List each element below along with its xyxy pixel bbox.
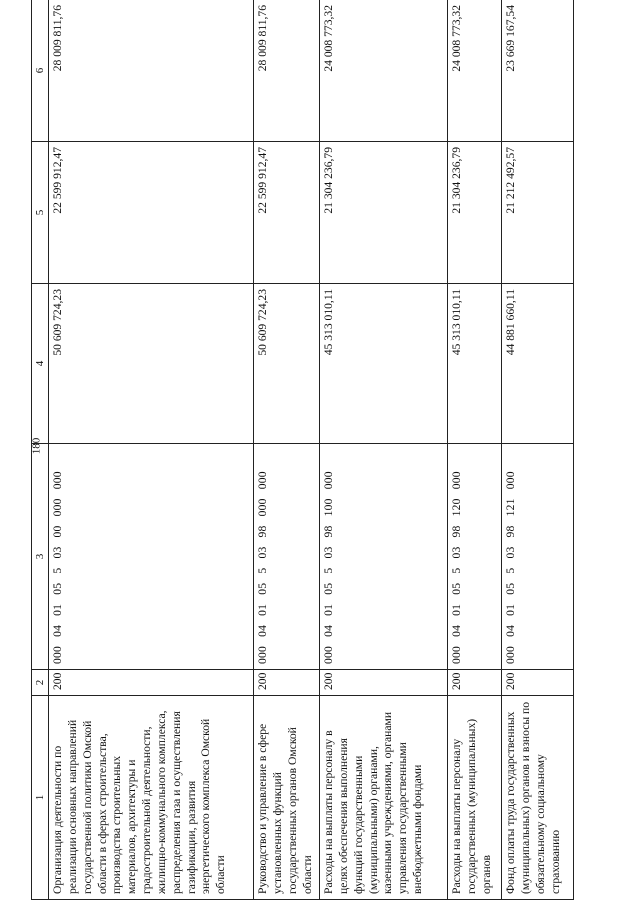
row-name: Фонд оплаты труда государственных (муниципальных) органов и взносы по обязательному социальному страхованию [502, 696, 574, 900]
row-value-col6: 23 669 167,54 [502, 0, 574, 142]
column-number: 6 [32, 0, 49, 142]
table-row [448, 0, 502, 900]
row-admin-code: 200 [49, 670, 254, 696]
row-name: Руководство и управление в сфере установленных функций государственных органов Омской области [254, 696, 320, 900]
table-row [320, 0, 448, 900]
row-value-col5: 21 304 236,79 [448, 142, 502, 284]
page-number: 180 [30, 437, 43, 455]
row-admin-code: 200 [502, 670, 574, 696]
row-value-col5: 22 599 912,47 [254, 142, 320, 284]
table-row [254, 0, 320, 900]
row-value-col6: 28 009 811,76 [49, 0, 254, 142]
column-number: 4 [32, 284, 49, 444]
row-value-col5: 21 212 492,57 [502, 142, 574, 284]
row-admin-code: 200 [320, 670, 448, 696]
row-value-col6: 24 008 773,32 [320, 0, 448, 142]
budget-table [31, 0, 574, 900]
row-budget-code: 000 04 01 05 5 03 00 000 000 [49, 444, 254, 670]
table-row [49, 0, 254, 900]
row-value-col4: 50 609 724,23 [49, 284, 254, 444]
row-value-col6: 28 009 811,76 [254, 0, 320, 142]
row-budget-code: 000 04 01 05 5 03 98 000 000 [254, 444, 320, 670]
row-admin-code: 200 [254, 670, 320, 696]
column-number: 5 [32, 142, 49, 284]
column-number: 3 [32, 444, 49, 670]
row-name: Расходы на выплаты персоналу государственных (муниципальных) органов [448, 696, 502, 900]
row-value-col5: 22 599 912,47 [49, 142, 254, 284]
column-number: 2 [32, 670, 49, 696]
row-budget-code: 000 04 01 05 5 03 98 121 000 [502, 444, 574, 670]
row-admin-code: 200 [448, 670, 502, 696]
row-budget-code: 000 04 01 05 5 03 98 120 000 [448, 444, 502, 670]
row-value-col4: 45 313 010,11 [448, 284, 502, 444]
row-name: Расходы на выплаты персоналу в целях обеспечения выполнения функций государственными (муниципальными) органами, казенными учреждениями, органами управления государственными внебюджетными фондами [320, 696, 448, 900]
row-budget-code: 000 04 01 05 5 03 98 100 000 [320, 444, 448, 670]
row-name: Организация деятельности по реализации основных направлений государственной политики Омской области в сферах строительства, производства строительных материалов, архитектуры и градостроительной деятельности, жилищно-коммунального комплекса, распределения газа и осуществления газификации, развития энергетического комплекса Омской области [49, 696, 254, 900]
column-number: 1 [32, 696, 49, 900]
column-number-row [32, 0, 49, 900]
row-value-col5: 21 304 236,79 [320, 142, 448, 284]
row-value-col4: 50 609 724,23 [254, 284, 320, 444]
row-value-col6: 24 008 773,32 [448, 0, 502, 142]
row-value-col4: 45 313 010,11 [320, 284, 448, 444]
row-value-col4: 44 881 660,11 [502, 284, 574, 444]
table-row [502, 0, 574, 900]
